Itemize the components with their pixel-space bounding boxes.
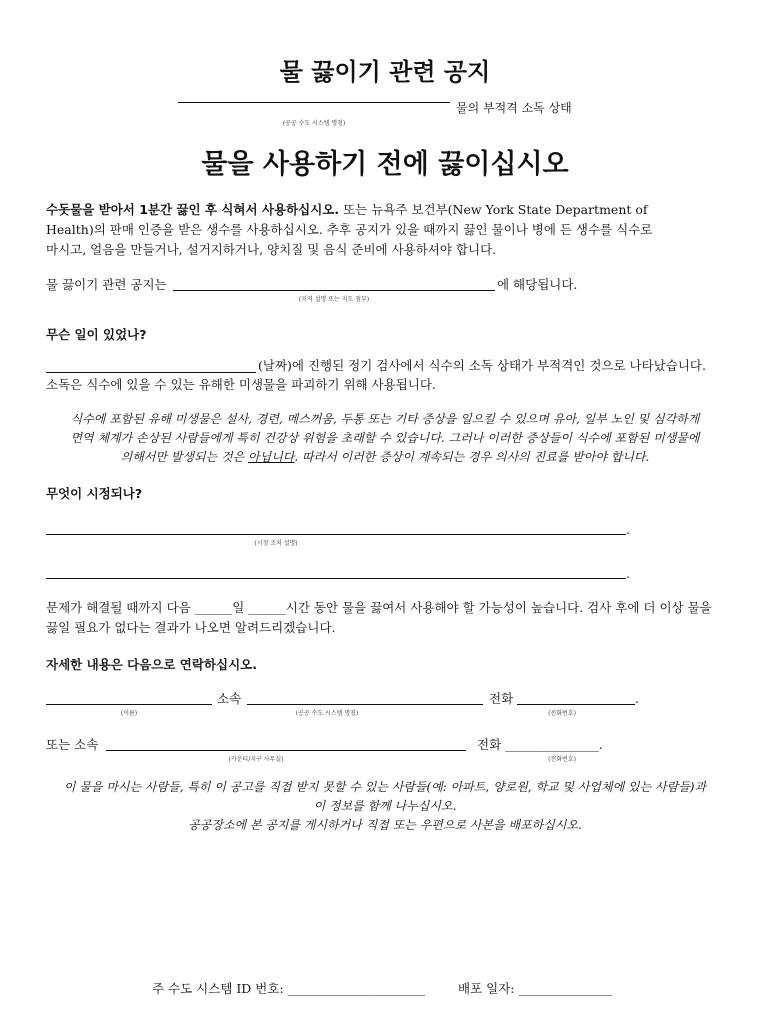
resolution-line1: 문제가 해결될 때까지 다음 ______일 ______시간 동안 물을 끓여서 사용해야 할 가능성이 높습니다. 검사 후에 더 이상 물을 bbox=[46, 600, 712, 615]
or-affiliation-label: 또는 소속 bbox=[46, 737, 99, 752]
corrective-action-caption: (시정 조치 설명) bbox=[254, 540, 298, 547]
contact-system-blank[interactable] bbox=[247, 704, 483, 705]
contact-phone-label: 전화 bbox=[489, 691, 514, 706]
area-prefix: 물 끓이기 관련 공지는 bbox=[46, 277, 167, 292]
share-line2: 이 정보를 함께 나누십시오. bbox=[313, 799, 457, 813]
system-name-caption: (공공 수도 시스템 명칭) bbox=[282, 120, 346, 127]
resolution-paragraph bbox=[46, 598, 736, 638]
contact-name-blank[interactable] bbox=[46, 704, 212, 705]
contact-affiliation-label: 소속 bbox=[217, 691, 242, 706]
warning-line1: 식수에 포함된 유해 미생물은 설사, 경련, 메스꺼움, 두통 또는 기타 증상을 일으킬 수 있으며 유아, 일부 노인 및 심각하게 bbox=[70, 412, 700, 426]
intro-rest: 또는 뉴욕주 보건부(New York State Department of bbox=[339, 202, 648, 217]
intro-line3: 마시고, 얼음을 만들거나, 설거지하거나, 양치질 및 음식 준비에 사용하셔야 합니다. bbox=[46, 242, 497, 257]
phone2-caption: (전화번호) bbox=[548, 756, 576, 763]
area-suffix: 에 해당됩니다. bbox=[497, 277, 578, 292]
contact-phone-blank[interactable] bbox=[517, 704, 635, 705]
corrective-dot-1: . bbox=[626, 522, 630, 537]
contact-system-caption: (공공 수도 시스템 명칭) bbox=[295, 710, 359, 717]
share-line3: 공공장소에 본 공지를 게시하거나 직접 또는 우편으로 사본을 배포하십시오. bbox=[188, 818, 582, 832]
area-caption: (지역 설명 또는 지도 첨부) bbox=[298, 296, 370, 303]
contact-phone-dot: . bbox=[635, 691, 639, 706]
share-line1: 이 물을 마시는 사람들, 특히 이 공고를 직접 받지 못할 수 있는 사람들(예: 아파트, 양로원, 학교 및 사업체에 있는 사람들)과 bbox=[63, 780, 707, 794]
office-blank[interactable] bbox=[106, 750, 466, 751]
notice-title: 물 끓이기 관련 공지 bbox=[279, 58, 491, 86]
corrective-action-blank-1[interactable] bbox=[46, 534, 626, 535]
corrective-action-blank-2[interactable] bbox=[46, 578, 626, 579]
intro-line2: Health)의 판매 인증을 받은 생수를 사용하십시오. 추후 공지가 있을 때까지 끓인 물이나 병에 든 생수를 식수로 bbox=[46, 222, 653, 237]
being-done-heading: 무엇이 시정되나? bbox=[46, 486, 143, 501]
warning-line2: 면역 체계가 손상된 사람들에게 특히 건강상 위험을 초래할 수 있습니다. 그러나 이러한 증상들이 식수에 포함된 미생물에 bbox=[70, 431, 700, 445]
what-happened-line1: (날짜)에 진행된 정기 검사에서 식수의 소독 상태가 부적격인 것으로 나타났습니다. bbox=[258, 358, 706, 373]
date-blank[interactable] bbox=[46, 372, 256, 373]
what-happened-line2: 소독은 식수에 있을 수 있는 유해한 미생물을 파괴하기 위해 사용됩니다. bbox=[46, 377, 436, 392]
warning-line3-post: . 따라서 이러한 증상이 계속되는 경우 의사의 진료를 받아야 합니다. bbox=[294, 450, 650, 464]
resolution-line2: 끓일 필요가 없다는 결과가 나오면 알려드리겠습니다. bbox=[46, 620, 336, 635]
corrective-dot-2: . bbox=[626, 566, 630, 581]
contact-name-caption: (이름) bbox=[120, 710, 138, 717]
what-happened-heading: 무슨 일이 있었나? bbox=[46, 327, 147, 342]
phone2-label: 전화 _______________. bbox=[477, 737, 603, 752]
headline: 물을 사용하기 전에 끓이십시오 bbox=[201, 149, 569, 180]
system-line-suffix: 물의 부적격 소독 상태 bbox=[456, 101, 572, 115]
contact-heading: 자세한 내용은 다음으로 연락하십시오. bbox=[46, 657, 258, 672]
distribution-date-label: 배포 일자: _______________ bbox=[458, 981, 613, 996]
system-name-blank[interactable] bbox=[178, 102, 450, 103]
warning-not-emphasis: 아닙니다 bbox=[248, 450, 295, 464]
office-caption: (카운티/지구 사무실) bbox=[228, 756, 284, 763]
water-system-id-label: 주 수도 시스템 ID 번호: ______________________ bbox=[152, 981, 426, 996]
health-warning bbox=[30, 410, 740, 467]
intro-bold: 수돗물을 받아서 1분간 끓인 후 식혀서 사용하십시오. bbox=[46, 202, 340, 217]
share-instructions bbox=[30, 778, 740, 835]
warning-line3-pre: 의해서만 발생되는 것은 bbox=[120, 450, 249, 464]
contact-phone-caption: (전화번호) bbox=[548, 710, 576, 717]
area-blank[interactable] bbox=[173, 290, 495, 291]
intro-paragraph bbox=[46, 200, 726, 260]
